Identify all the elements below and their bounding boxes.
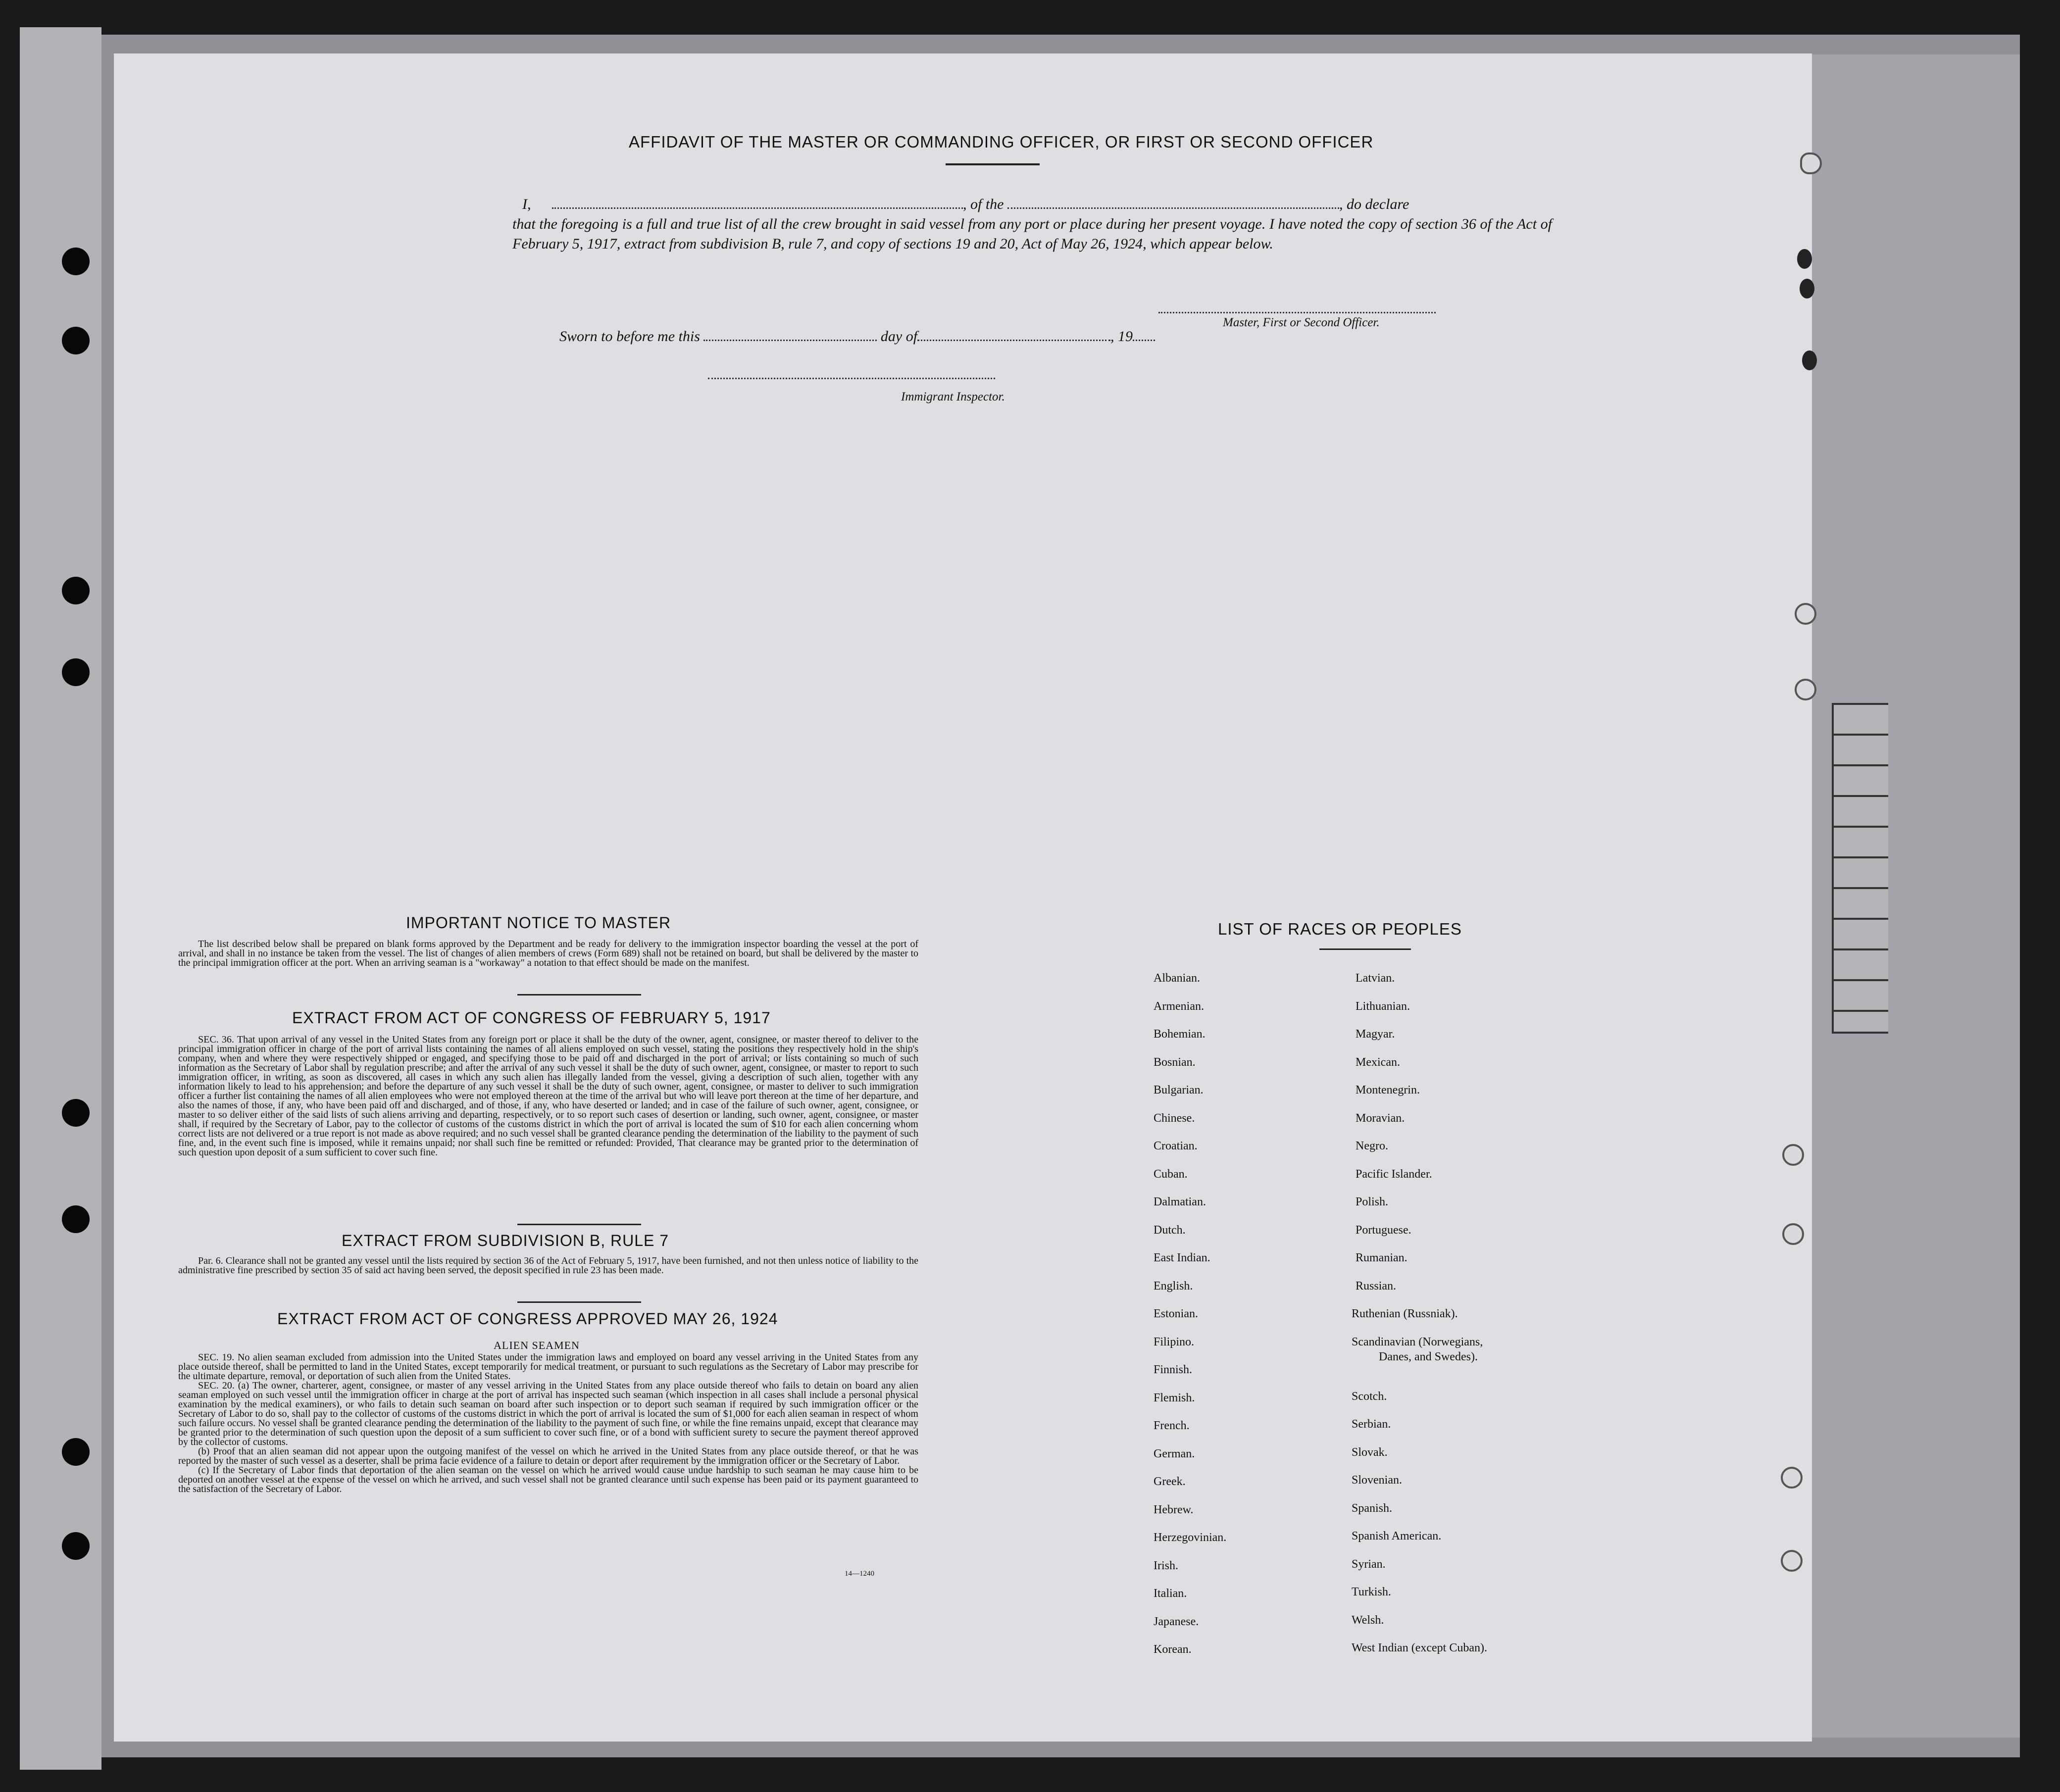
- race-item: Scandinavian (Norwegians,: [1352, 1335, 1483, 1348]
- affidavit-page: [114, 53, 1812, 1742]
- form-number: 14—1240: [845, 1570, 874, 1578]
- section-20b-text: (b) Proof that an alien seaman did not appear upon the outgoing manifest of the vessel on which he arrived in the United States from any place outside thereof, or that he was reported by the master of such vessel as a deserter, shall be prima facie evidence of a failure to detain or deport after requirement by the immigration officer or the Secretary of Labor.: [178, 1446, 918, 1466]
- extract-1917-title: EXTRACT FROM ACT OF CONGRESS OF FEBRUARY 5, 1917: [292, 1009, 771, 1027]
- section-rule: [517, 1224, 641, 1225]
- sworn-line: [559, 328, 1155, 345]
- race-item: Spanish.: [1352, 1501, 1393, 1515]
- race-item: Serbian.: [1352, 1418, 1391, 1431]
- race-item: Magyar.: [1356, 1028, 1395, 1041]
- race-item: Dutch.: [1154, 1223, 1186, 1237]
- notice-title: IMPORTANT NOTICE TO MASTER: [406, 914, 671, 932]
- race-item: Turkish.: [1352, 1586, 1391, 1599]
- section-20c-text: (c) If the Secretary of Labor finds that deportation of the alien seaman on the vessel on which he arrived would cause undue hardship to such seaman he may cause him to be deported on another vessel at the expense of the vessel on which he arrived, and such vessel shall not be granted clearance until such expense has been paid or its payment guaranteed to the satisfaction of the Secretary of Labor.: [178, 1465, 918, 1494]
- alien-seamen-subtitle: ALIEN SEAMEN: [494, 1339, 580, 1351]
- section-19-text: SEC. 19. No alien seaman excluded from admission into the United States under the immigration laws and employed on board any vessel arriving in the United States from any place outside thereof, shall be permitted to land in the United States, except temporarily for medical treatment, or pursuant to such regulations as the Secretary of Labor may prescribe for the ultimate departure, removal, or deportation of such alien from the United States.: [178, 1352, 918, 1382]
- inspector-signature-line[interactable]: [708, 378, 995, 379]
- sworn-label: Sworn to before me this: [559, 328, 700, 345]
- race-item: Estonian.: [1154, 1307, 1198, 1320]
- race-item: Finnish.: [1154, 1363, 1193, 1376]
- binding-holes: [20, 27, 101, 1770]
- binding-hole: [62, 658, 90, 686]
- extract-rule7-title: EXTRACT FROM SUBDIVISION B, RULE 7: [342, 1232, 669, 1249]
- affidavit-declaration: [512, 195, 1552, 254]
- race-item: Croatian.: [1154, 1140, 1198, 1152]
- signature-line[interactable]: [1158, 312, 1436, 313]
- race-item: Mexican.: [1356, 1055, 1400, 1069]
- punch-ring: [1781, 1550, 1803, 1572]
- race-item-continuation: Danes, and Swedes).: [1379, 1350, 1478, 1363]
- section-rule: [517, 1301, 641, 1303]
- punch-ring: [1782, 1144, 1804, 1166]
- punch-ring: [1800, 152, 1822, 174]
- punch-ring: [1795, 679, 1816, 700]
- race-item: Bohemian.: [1154, 1028, 1206, 1041]
- sworn-year-field[interactable]: [1133, 340, 1155, 341]
- binding-hole: [62, 577, 90, 604]
- i-label: I,: [522, 196, 531, 212]
- race-item: Flemish.: [1154, 1391, 1195, 1404]
- race-item: Negro.: [1356, 1140, 1388, 1152]
- punch-mark: [1800, 279, 1814, 299]
- race-item: Hebrew.: [1154, 1503, 1194, 1516]
- declaration-text: that the foregoing is a full and true list of all the crew brought in said vessel from any port or place during her present voyage. I have noted the copy of section 36 of the Act of February 5, 1917, extract from subdivision B, rule 7, and copy of sections 19 and 20, Act of May 26, 1924, which appear below.: [512, 216, 1552, 252]
- inspector-label: Immigrant Inspector.: [901, 390, 1005, 403]
- race-item: Pacific Islander.: [1356, 1167, 1432, 1181]
- race-item: Slovenian.: [1352, 1474, 1402, 1487]
- race-item: West Indian (except Cuban).: [1352, 1642, 1487, 1655]
- title-rule: [946, 163, 1040, 165]
- section-rule: [517, 994, 641, 996]
- race-item: Bulgarian.: [1154, 1084, 1204, 1096]
- punch-ring: [1782, 1223, 1804, 1245]
- punch-mark: [1797, 249, 1812, 269]
- binding-hole: [62, 248, 90, 275]
- punch-ring: [1795, 603, 1816, 625]
- binding-hole: [62, 327, 90, 354]
- race-item: Russian.: [1356, 1279, 1397, 1293]
- race-item: Moravian.: [1356, 1111, 1405, 1125]
- binding-hole: [62, 1438, 90, 1466]
- race-item: Rumanian.: [1356, 1251, 1407, 1264]
- race-item: Latvian.: [1356, 972, 1395, 985]
- extract-1924-title: EXTRACT FROM ACT OF CONGRESS APPROVED MAY 26, 1924: [277, 1310, 778, 1328]
- back-sheet-table-edge: [1832, 703, 1888, 1034]
- binding-hole: [62, 1099, 90, 1127]
- do-declare-label: , do declare: [1339, 196, 1409, 212]
- race-item: Greek.: [1154, 1475, 1186, 1488]
- day-of-label: day of: [880, 328, 918, 345]
- race-item: Bosnian.: [1154, 1055, 1196, 1069]
- sworn-day-field[interactable]: [703, 340, 877, 341]
- section-20a-text: SEC. 20. (a) The owner, charterer, agent, consignee, or master of any vessel arriving in the United States from any place outside thereof who fails to detain on board any alien seaman employed on such vessel until the immigration officer in charge at the port of arrival has inspected such seaman (which inspection in all cases shall include a personal physical examination by the medical examiners), or who fails to detain such seaman on board after such inspection or to deport such seaman if required by such immigration officer or the Secretary of Labor to do so, shall pay to the collector of customs of the customs district in which the port of arrival is located the sum of $1,000 for each alien seaman in respect of whom such failure occurs. No vessel shall be granted clearance pending the determination of the liability to the payment of such fine, or while the fine remains unpaid, except that clearance may be granted prior to the determination of such question upon the deposit of a sum sufficient to cover such fine, or of a bond with sufficient surety to secure the payment thereof approved by the collector of customs.: [178, 1380, 918, 1447]
- race-item: Scotch.: [1352, 1390, 1387, 1403]
- race-item: Syrian.: [1352, 1557, 1386, 1571]
- signature-label: Master, First or Second Officer.: [1223, 316, 1380, 329]
- race-item: Albanian.: [1154, 972, 1200, 985]
- race-item: Welsh.: [1352, 1613, 1384, 1627]
- binding-hole: [62, 1532, 90, 1560]
- name-field[interactable]: [552, 207, 963, 209]
- race-item: German.: [1154, 1447, 1195, 1460]
- of-the-label: , of the: [963, 196, 1004, 212]
- race-item: Armenian.: [1154, 999, 1204, 1013]
- race-item: English.: [1154, 1279, 1193, 1293]
- race-item: Italian.: [1154, 1587, 1187, 1600]
- race-item: Portuguese.: [1356, 1223, 1411, 1237]
- race-item: Ruthenian (Russniak).: [1352, 1307, 1458, 1320]
- races-rule: [1319, 948, 1411, 950]
- race-item: Japanese.: [1154, 1615, 1199, 1628]
- race-item: Dalmatian.: [1154, 1195, 1206, 1208]
- race-item: Chinese.: [1154, 1111, 1195, 1125]
- vessel-field[interactable]: [1007, 207, 1339, 209]
- race-item: Lithuanian.: [1356, 999, 1410, 1013]
- section-36-text: SEC. 36. That upon arrival of any vessel in the United States from any foreign port or place it shall be the duty of the owner, agent, consignee, or master thereof to deliver to the principal immigration officer in charge of the port of arrival lists containing the names of all aliens employed on such vessel, stating the positions they respectively hold in the ship's company, when and where they were respectively shipped or engaged, and specifying those to be paid off and discharged in the port of arrival; or lists containing so much of such information as the Secretary of Labor shall by regulation prescribe; and after the arrival of any such vessel it shall be the duty of such owner, agent, consignee, or master to report to such immigration officer, in writing, as soon as discovered, all cases in which any such alien has illegally landed from the vessel, giving a description of such alien, together with any information likely to lead to his apprehension; and before the departure of any such vessel it shall be the duty of such owner, agent, consignee, or master to deliver to such immigration officer a further list containing the names of all alien employees who were not employed thereon at the time of the arrival but who will leave port thereon at the time of her departure, and also the names of those, if any, who have been paid off and discharged, and of those, if any, who have deserted or landed; and in case of the failure of such owner, agent, consignee, or master to so deliver either of the said lists of such aliens arriving and departing, respectively, or to so report such cases of desertion or landing, such owner, agent, consignee, or master shall, if required by the Secretary of Labor, pay to the collector of customs of the customs district in which the port of arrival is located the sum of $10 for each alien concerning whom correct lists are not delivered or a true report is not made as above required; and no such vessel shall be granted clearance pending the determination of the liability to the payment of such fine, and, in the event such fine is imposed, while it remains unpaid; nor shall such fine be remitted or refunded: Provided, That clearance may be granted prior to the determination of such question upon deposit of a sum sufficient to cover such fine.: [178, 1034, 918, 1158]
- races-title: LIST OF RACES OR PEOPLES: [1218, 920, 1462, 938]
- race-item: French.: [1154, 1419, 1190, 1432]
- year-label: , 19: [1110, 328, 1133, 345]
- affidavit-title: AFFIDAVIT OF THE MASTER OR COMMANDING OFFICER, OR FIRST OR SECOND OFFICER: [629, 133, 1374, 151]
- act-1924-sections: [178, 1353, 918, 1494]
- race-item: Irish.: [1154, 1559, 1178, 1572]
- race-item: Filipino.: [1154, 1335, 1195, 1348]
- punch-mark: [1802, 350, 1817, 370]
- binding-hole: [62, 1205, 90, 1233]
- sworn-month-field[interactable]: [917, 340, 1110, 341]
- race-item: Slovak.: [1352, 1445, 1388, 1459]
- race-item: Montenegrin.: [1356, 1084, 1420, 1096]
- race-item: Polish.: [1356, 1195, 1389, 1208]
- race-item: East Indian.: [1154, 1251, 1210, 1264]
- race-item: Herzegovinian.: [1154, 1531, 1227, 1544]
- race-item: Korean.: [1154, 1643, 1192, 1656]
- punch-ring: [1781, 1467, 1803, 1489]
- race-item: Spanish American.: [1352, 1530, 1442, 1543]
- notice-text: The list described below shall be prepared on blank forms approved by the Department and be ready for delivery to the immigration inspector boarding the vessel at the port of arrival, and shall in no instance be taken from the vessel. The list of changes of alien members of crews (Form 689) shall not be retained on board, but shall be delivered by the master to the principal immigration officer at the port. When an arriving seaman is a "workaway" a notation to that effect should be made on the manifest.: [178, 939, 918, 968]
- race-item: Cuban.: [1154, 1167, 1188, 1181]
- paragraph-6-text: Par. 6. Clearance shall not be granted any vessel until the lists required by section 36 of the Act of February 5, 1917, have been furnished, and not then unless notice of liability to the administrative fine prescribed by section 35 of said act having been served, the deposit specified in rule 23 has been made.: [178, 1255, 918, 1276]
